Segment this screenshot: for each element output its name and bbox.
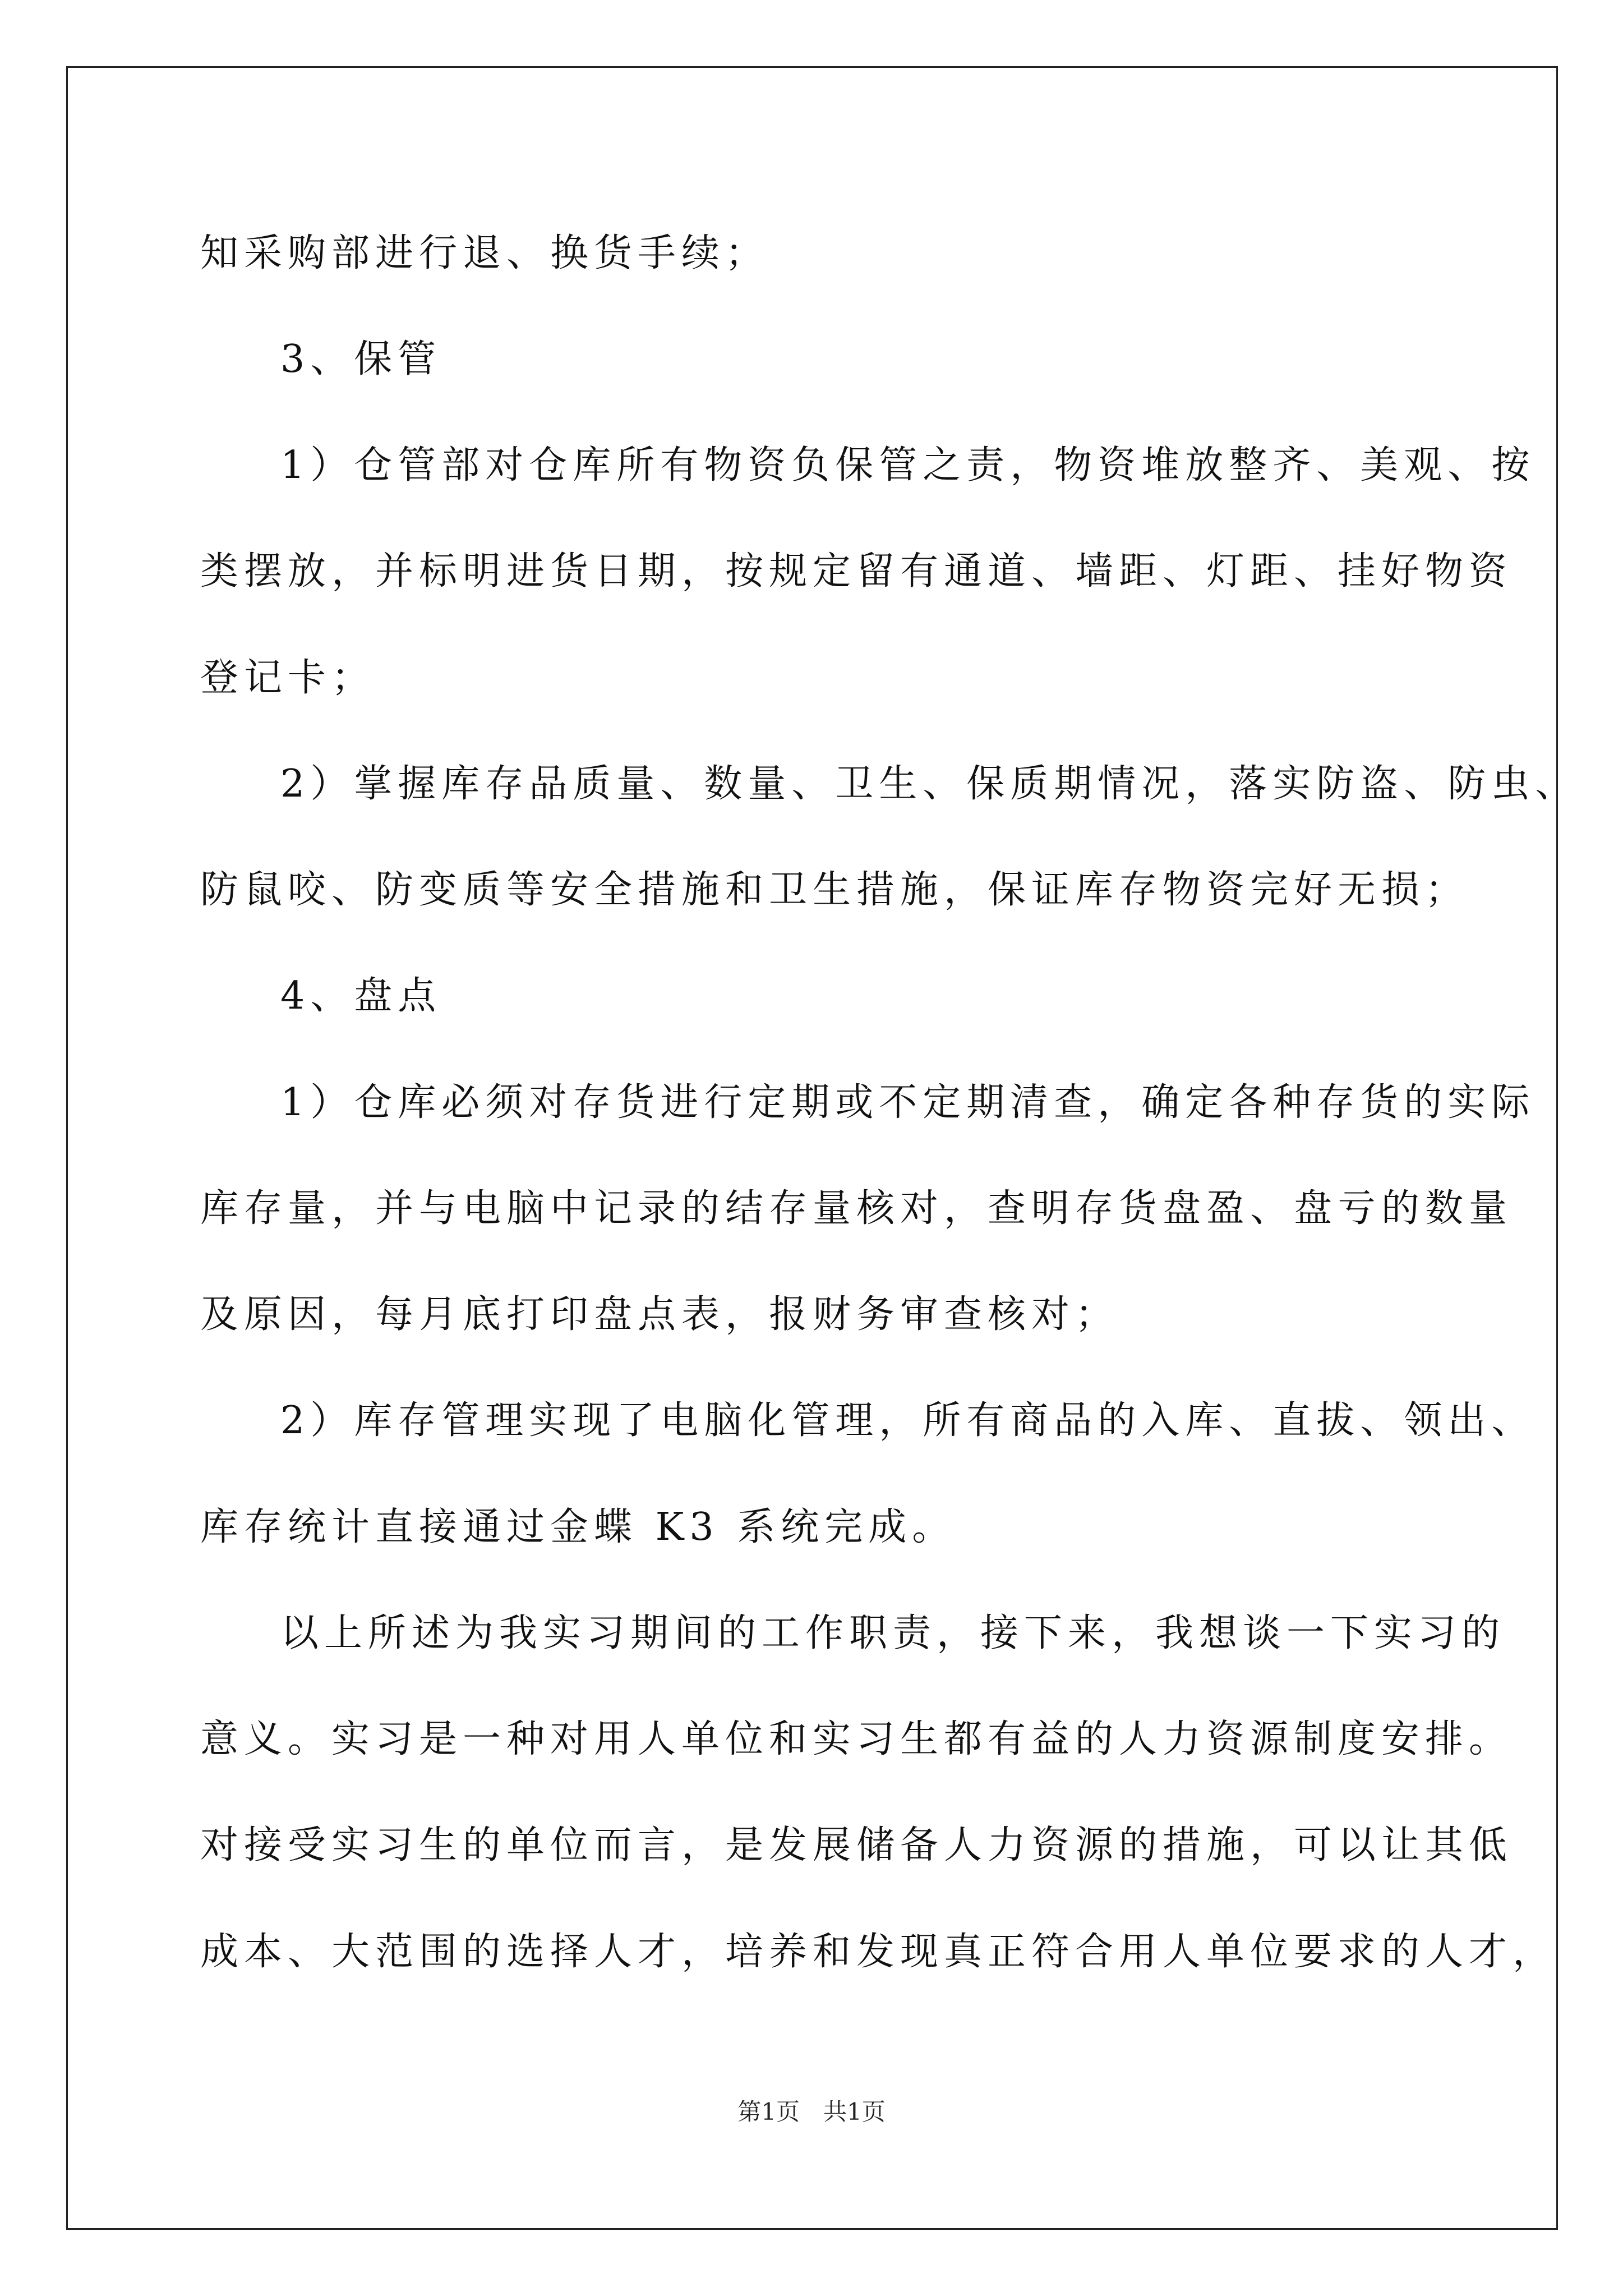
text-line: 知采购部进行退、换货手续； — [200, 231, 769, 275]
page-number-footer: 第1页 共1页 — [737, 2098, 886, 2125]
text-line: 登记卡； — [200, 656, 376, 700]
text-line: 1）仓管部对仓库所有物资负保管之责，物资堆放整齐、美观、按 — [280, 443, 1536, 487]
text-line: 及原因，每月底打印盘点表，报财务审查核对； — [200, 1292, 1119, 1337]
text-line: 成本、大范围的选择人才，培养和发现真正符合用人单位要求的人才， — [200, 1930, 1557, 1974]
text-line: 1）仓库必须对存货进行定期或不定期清查，确定各种存货的实际 — [280, 1080, 1536, 1125]
text-line: 类摆放，并标明进货日期，按规定留有通道、墙距、灯距、挂好物资 — [200, 549, 1513, 593]
text-line: 库存量，并与电脑中记录的结存量核对，查明存货盘盈、盘亏的数量 — [200, 1186, 1513, 1231]
section-heading: 4、盘点 — [280, 974, 442, 1018]
text-line: 对接受实习生的单位而言，是发展储备人力资源的措施，可以让其低 — [200, 1823, 1513, 1867]
text-line: 以上所述为我实习期间的工作职责，接下来，我想谈一下实习的 — [280, 1611, 1506, 1655]
page-border — [66, 66, 1558, 2230]
text-line: 2）掌握库存品质量、数量、卫生、保质期情况，落实防盗、防虫、 — [280, 762, 1579, 806]
section-heading: 3、保管 — [280, 337, 442, 381]
text-line: 意义。实习是一种对用人单位和实习生都有益的人力资源制度安排。 — [200, 1717, 1513, 1761]
text-line: 防鼠咬、防变质等安全措施和卫生措施，保证库存物资完好无损； — [200, 868, 1469, 912]
text-line: 库存统计直接通过金蝶 K3 系统完成。 — [200, 1505, 956, 1549]
text-line: 2）库存管理实现了电脑化管理，所有商品的入库、直拔、领出、 — [280, 1398, 1536, 1443]
